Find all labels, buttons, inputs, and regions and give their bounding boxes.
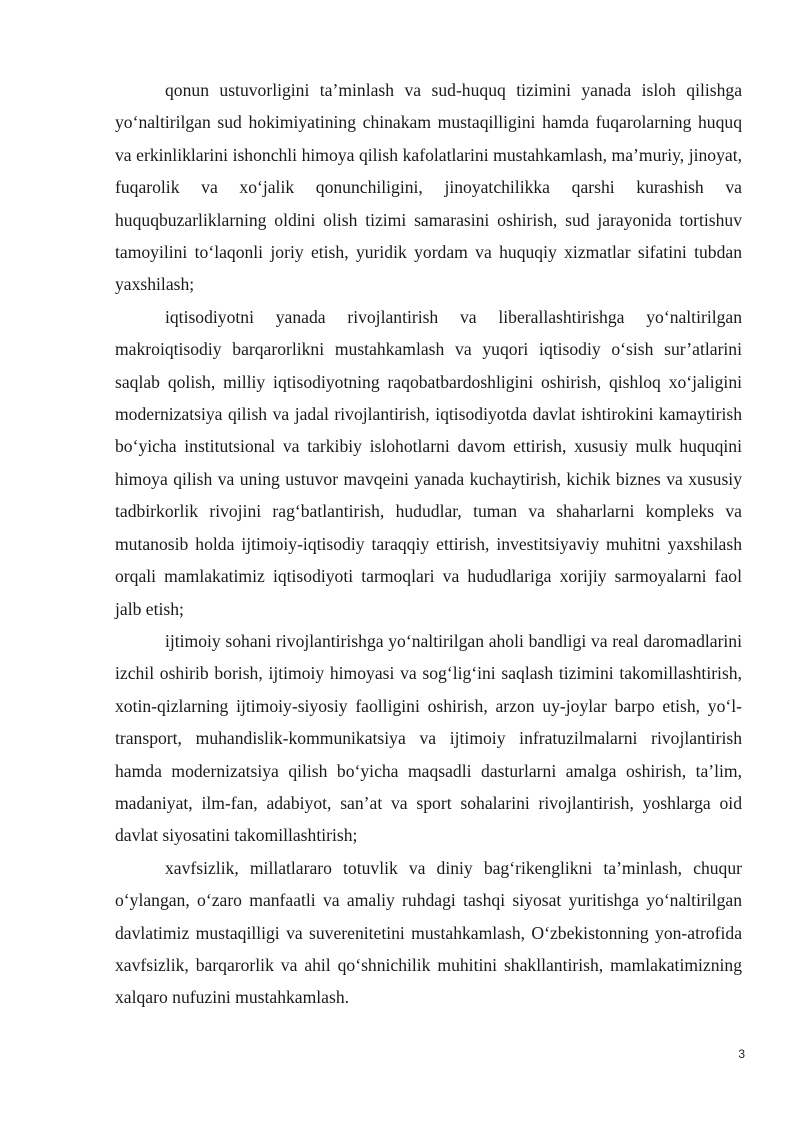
paragraph-judicial-reform: qonun ustuvorligini ta’minlash va sud-huquq tizimini yanada isloh qilishga yo‘naltirilgan sud hokimiyatining chinakam mustaqilligini hamda fuqarolarning huquq va erkinliklarini ishonchli himoya qilish kafolatlarini mustahkamlash, ma’muriy, jinoyat, fuqarolik va xo‘jalik qonunchiligini, jinoyatchilikka qarshi kurashish va huquqbuzarliklarning oldini olish tizimi samarasini oshirish, sud jarayonida tortishuv tamoyilini to‘laqonli joriy etish, yuridik yordam va huquqiy xizmatlar sifatini tubdan yaxshilash;: [115, 80, 742, 295]
paragraph-social-sphere: ijtimoiy sohani rivojlantirishga yo‘naltirilgan aholi bandligi va real daromadlarini izchil oshirib borish, ijtimoiy himoyasi va sog‘lig‘ini saqlash tizimini takomillashtirish, xotin-qizlarning ijtimoiy-siyosiy faolligini oshirish, arzon uy-joylar barpo etish, yo‘l-transport, muhandislik-kommunikatsiya va ijtimoiy infratuzilmalarni rivojlantirish hamda modernizatsiya qilish bo‘yicha maqsadli dasturlarni amalga oshirish, ta’lim, madaniyat, ilm-fan, adabiyot, san’at va sport sohalarini rivojlantirish, yoshlarga oid davlat siyosatini takomillashtirish;: [115, 630, 742, 846]
page-number: 3: [738, 1047, 745, 1061]
paragraph-security-foreign-policy: xavfsizlik, millatlararo totuvlik va diniy bag‘rikenglikni ta’minlash, chuqur o‘ylangan, o‘zaro manfaatli va amaliy ruhdagi tashqi siyosat yuritishga yo‘naltirilgan davlatimiz mustaqilligi va suverenitetini mustahkamlash, O‘zbekistonning yon-atrofida xavfsizlik, barqarorlik va ahil qo‘shnichilik muhitini shakllantirish, mamlakatimizning xalqaro nufuzini mustahkamlash.: [115, 857, 742, 1008]
paragraph-economy: iqtisodiyotni yanada rivojlantirish va liberallashtirishga yo‘naltirilgan makroiqtisodiy barqarorlikni mustahkamlash va yuqori iqtisodiy o‘sish sur’atlarini saqlab qolish, milliy iqtisodiyotning raqobatbardoshligini oshirish, qishloq xo‘jaligini modernizatsiya qilish va jadal rivojlantirish, iqtisodiyotda davlat ishtirokini kamaytirish bo‘yicha institutsional va tarkibiy islohotlarni davom ettirish, xususiy mulk huquqini himoya qilish va uning ustuvor mavqeini yanada kuchaytirish, kichik biznes va xususiy tadbirkorlik rivojini rag‘batlantirish, hududlar, tuman va shaharlarni kompleks va mutanosib holda ijtimoiy-iqtisodiy taraqqiy ettirish, investitsiyaviy muhitni yaxshilash orqali mamlakatimiz iqtisodiyoti tarmoqlari va hududlariga xorijiy sarmoyalarni faol jalb etish;: [115, 306, 742, 619]
document-body: [115, 74, 742, 1014]
